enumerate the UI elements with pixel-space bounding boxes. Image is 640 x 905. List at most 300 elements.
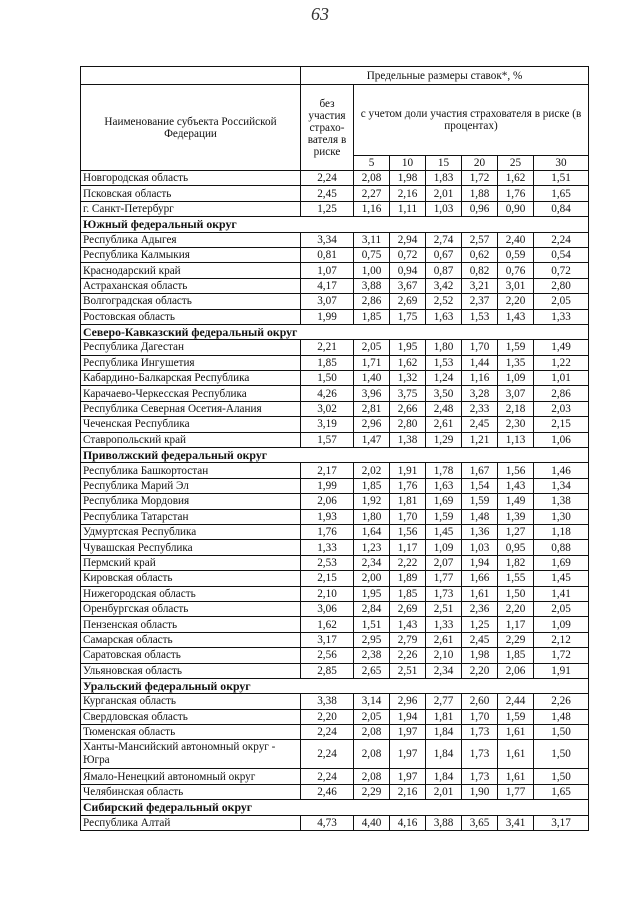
region-name: Республика Мордовия xyxy=(81,494,301,509)
header-blank xyxy=(81,67,301,85)
rate-with-participation: 2,80 xyxy=(534,278,589,293)
table-row xyxy=(81,586,589,601)
rate-with-participation: 0,96 xyxy=(462,201,498,216)
rate-with-participation: 1,33 xyxy=(426,617,462,632)
rate-with-participation: 0,72 xyxy=(390,247,426,262)
rate-with-participation: 1,00 xyxy=(354,263,390,278)
rate-with-participation: 3,01 xyxy=(498,278,534,293)
rate-with-participation: 2,74 xyxy=(426,232,462,247)
rate-no-participation: 3,07 xyxy=(301,294,354,309)
region-name: Республика Ингушетия xyxy=(81,355,301,370)
table-row xyxy=(81,648,589,663)
rate-with-participation: 1,83 xyxy=(426,171,462,186)
region-name: Республика Татарстан xyxy=(81,509,301,524)
region-name: Краснодарский край xyxy=(81,263,301,278)
table-row xyxy=(81,494,589,509)
rate-with-participation: 1,16 xyxy=(462,371,498,386)
rate-with-participation: 3,14 xyxy=(354,694,390,709)
rate-with-participation: 1,95 xyxy=(390,340,426,355)
rate-no-participation: 1,99 xyxy=(301,478,354,493)
region-name: Республика Северная Осетия-Алания xyxy=(81,401,301,416)
rate-with-participation: 1,98 xyxy=(462,648,498,663)
rate-with-participation: 1,53 xyxy=(462,309,498,324)
table-row xyxy=(81,784,589,799)
region-name: Ростовская область xyxy=(81,309,301,324)
district-row xyxy=(81,448,589,463)
rate-with-participation: 2,30 xyxy=(498,417,534,432)
rate-with-participation: 2,48 xyxy=(426,401,462,416)
region-name: Кабардино-Балкарская Республика xyxy=(81,371,301,386)
rate-with-participation: 1,48 xyxy=(462,509,498,524)
district-row xyxy=(81,678,589,693)
rate-with-participation: 1,81 xyxy=(426,709,462,724)
rate-with-participation: 2,00 xyxy=(354,571,390,586)
rate-no-participation: 1,99 xyxy=(301,309,354,324)
rate-no-participation: 2,06 xyxy=(301,494,354,509)
page-number: 63 xyxy=(311,4,329,24)
rate-with-participation: 1,85 xyxy=(354,478,390,493)
rate-with-participation: 1,35 xyxy=(498,355,534,370)
rate-with-participation: 1,59 xyxy=(462,494,498,509)
rate-with-participation: 1,45 xyxy=(426,524,462,539)
rate-with-participation: 2,96 xyxy=(390,694,426,709)
rate-with-participation: 2,61 xyxy=(426,632,462,647)
table-row xyxy=(81,278,589,293)
rate-with-participation: 1,18 xyxy=(534,524,589,539)
rate-no-participation: 2,24 xyxy=(301,769,354,784)
rate-with-participation: 0,76 xyxy=(498,263,534,278)
rate-no-participation: 1,93 xyxy=(301,509,354,524)
rate-with-participation: 1,76 xyxy=(498,186,534,201)
rate-with-participation: 3,11 xyxy=(354,232,390,247)
rate-with-participation: 2,24 xyxy=(534,232,589,247)
region-name: Республика Адыгея xyxy=(81,232,301,247)
rate-no-participation: 3,34 xyxy=(301,232,354,247)
rate-with-participation: 1,46 xyxy=(534,463,589,478)
region-name: Ульяновская область xyxy=(81,663,301,678)
rate-with-participation: 2,29 xyxy=(498,632,534,647)
rate-no-participation: 2,53 xyxy=(301,555,354,570)
rate-with-participation: 1,98 xyxy=(390,171,426,186)
table-body xyxy=(81,171,589,831)
rate-no-participation: 2,45 xyxy=(301,186,354,201)
table-row xyxy=(81,201,589,216)
rate-with-participation: 1,94 xyxy=(390,709,426,724)
rate-with-participation: 1,03 xyxy=(462,540,498,555)
rate-with-participation: 1,53 xyxy=(426,355,462,370)
rate-with-participation: 1,75 xyxy=(390,309,426,324)
rate-with-participation: 1,63 xyxy=(426,478,462,493)
rate-with-participation: 2,26 xyxy=(390,648,426,663)
rate-with-participation: 1,09 xyxy=(534,617,589,632)
no-participation-header: без участия страхо-вателя в риске xyxy=(301,85,354,171)
rate-with-participation: 1,43 xyxy=(390,617,426,632)
table-row xyxy=(81,386,589,401)
rate-with-participation: 1,67 xyxy=(462,463,498,478)
rate-with-participation: 3,42 xyxy=(426,278,462,293)
rate-with-participation: 1,40 xyxy=(354,371,390,386)
rate-with-participation: 1,56 xyxy=(390,524,426,539)
rate-no-participation: 3,19 xyxy=(301,417,354,432)
rate-with-participation: 1,61 xyxy=(498,740,534,769)
percent-header: 20 xyxy=(462,156,498,171)
rate-with-participation: 2,86 xyxy=(534,386,589,401)
rate-with-participation: 1,11 xyxy=(390,201,426,216)
rate-with-participation: 2,45 xyxy=(462,632,498,647)
rate-with-participation: 1,85 xyxy=(498,648,534,663)
region-name-header: Наименование субъекта Российской Федерации xyxy=(81,85,301,171)
rate-with-participation: 2,01 xyxy=(426,784,462,799)
rate-with-participation: 1,91 xyxy=(534,663,589,678)
rate-with-participation: 1,33 xyxy=(534,309,589,324)
rate-with-participation: 1,80 xyxy=(354,509,390,524)
rate-with-participation: 2,05 xyxy=(534,294,589,309)
rate-with-participation: 1,51 xyxy=(534,171,589,186)
rate-with-participation: 2,33 xyxy=(462,401,498,416)
rate-with-participation: 1,84 xyxy=(426,769,462,784)
rate-with-participation: 1,97 xyxy=(390,725,426,740)
rate-with-participation: 2,45 xyxy=(462,417,498,432)
rate-with-participation: 1,30 xyxy=(534,509,589,524)
rate-with-participation: 1,63 xyxy=(426,309,462,324)
rate-with-participation: 1,24 xyxy=(426,371,462,386)
rate-with-participation: 4,16 xyxy=(390,815,426,830)
rate-no-participation: 2,24 xyxy=(301,740,354,769)
region-name: Ямало-Ненецкий автономный округ xyxy=(81,769,301,784)
percent-header: 5 xyxy=(354,156,390,171)
rate-with-participation: 2,36 xyxy=(462,601,498,616)
table-row xyxy=(81,555,589,570)
table-row xyxy=(81,171,589,186)
table-row xyxy=(81,524,589,539)
rate-with-participation: 1,95 xyxy=(354,586,390,601)
rate-with-participation: 2,06 xyxy=(498,663,534,678)
district-row xyxy=(81,800,589,815)
rate-with-participation: 2,81 xyxy=(354,401,390,416)
district-row xyxy=(81,324,589,339)
rate-with-participation: 2,20 xyxy=(498,601,534,616)
region-name: Волгоградская область xyxy=(81,294,301,309)
table-row xyxy=(81,709,589,724)
rate-with-participation: 1,25 xyxy=(462,617,498,632)
rate-with-participation: 1,48 xyxy=(534,709,589,724)
percent-header: 15 xyxy=(426,156,462,171)
rate-no-participation: 4,17 xyxy=(301,278,354,293)
rate-with-participation: 0,59 xyxy=(498,247,534,262)
percent-header: 10 xyxy=(390,156,426,171)
rate-with-participation: 1,73 xyxy=(462,725,498,740)
table-row xyxy=(81,371,589,386)
region-name: Самарская область xyxy=(81,632,301,647)
rate-with-participation: 1,61 xyxy=(498,725,534,740)
table-header xyxy=(81,67,589,171)
rate-no-participation: 1,25 xyxy=(301,201,354,216)
rate-with-participation: 0,82 xyxy=(462,263,498,278)
rate-with-participation: 1,69 xyxy=(534,555,589,570)
rate-with-participation: 1,85 xyxy=(390,586,426,601)
rate-with-participation: 1,36 xyxy=(462,524,498,539)
rate-with-participation: 2,16 xyxy=(390,186,426,201)
rate-no-participation: 2,10 xyxy=(301,586,354,601)
rate-with-participation: 3,67 xyxy=(390,278,426,293)
rate-with-participation: 2,05 xyxy=(534,601,589,616)
table-row xyxy=(81,617,589,632)
rate-with-participation: 2,01 xyxy=(426,186,462,201)
region-name: Саратовская область xyxy=(81,648,301,663)
rate-no-participation: 2,24 xyxy=(301,725,354,740)
rate-with-participation: 1,85 xyxy=(354,309,390,324)
district-row xyxy=(81,217,589,232)
rate-with-participation: 0,62 xyxy=(462,247,498,262)
region-name: Карачаево-Черкесская Республика xyxy=(81,386,301,401)
rate-no-participation: 2,56 xyxy=(301,648,354,663)
rate-with-participation: 2,65 xyxy=(354,663,390,678)
region-name: Кировская область xyxy=(81,571,301,586)
rate-with-participation: 1,22 xyxy=(534,355,589,370)
region-name: Новгородская область xyxy=(81,171,301,186)
rate-with-participation: 1,09 xyxy=(498,371,534,386)
rate-with-participation: 3,65 xyxy=(462,815,498,830)
region-name: Псковская область xyxy=(81,186,301,201)
table-row xyxy=(81,340,589,355)
table-row xyxy=(81,355,589,370)
rate-with-participation: 1,65 xyxy=(534,784,589,799)
rate-with-participation: 2,10 xyxy=(426,648,462,663)
rate-with-participation: 1,44 xyxy=(462,355,498,370)
rate-with-participation: 1,09 xyxy=(426,540,462,555)
percent-header: 25 xyxy=(498,156,534,171)
participation-share-header: с учетом доли участия страхователя в риске (в процентах) xyxy=(354,85,589,156)
table-row xyxy=(81,294,589,309)
rate-with-participation: 1,59 xyxy=(498,709,534,724)
rate-with-participation: 1,01 xyxy=(534,371,589,386)
rate-with-participation: 2,15 xyxy=(534,417,589,432)
rate-with-participation: 2,44 xyxy=(498,694,534,709)
rate-no-participation: 1,62 xyxy=(301,617,354,632)
rate-with-participation: 1,70 xyxy=(390,509,426,524)
rate-with-participation: 2,38 xyxy=(354,648,390,663)
rate-with-participation: 2,22 xyxy=(390,555,426,570)
rate-with-participation: 1,73 xyxy=(462,769,498,784)
rate-with-participation: 3,88 xyxy=(426,815,462,830)
rate-with-participation: 2,08 xyxy=(354,725,390,740)
rate-with-participation: 1,72 xyxy=(462,171,498,186)
rate-with-participation: 3,17 xyxy=(534,815,589,830)
region-name: Свердловская область xyxy=(81,709,301,724)
rate-no-participation: 1,76 xyxy=(301,524,354,539)
rate-with-participation: 2,05 xyxy=(354,709,390,724)
table-row xyxy=(81,432,589,447)
rate-with-participation: 1,23 xyxy=(354,540,390,555)
rate-with-participation: 1,65 xyxy=(534,186,589,201)
rate-with-participation: 1,73 xyxy=(426,586,462,601)
rate-with-participation: 3,75 xyxy=(390,386,426,401)
rate-with-participation: 0,54 xyxy=(534,247,589,262)
rate-with-participation: 1,78 xyxy=(426,463,462,478)
rate-with-participation: 1,90 xyxy=(462,784,498,799)
rate-with-participation: 1,61 xyxy=(498,769,534,784)
rate-with-participation: 2,16 xyxy=(390,784,426,799)
rate-no-participation: 4,73 xyxy=(301,815,354,830)
rate-with-participation: 1,81 xyxy=(390,494,426,509)
region-name: Нижегородская область xyxy=(81,586,301,601)
table-row xyxy=(81,509,589,524)
rate-no-participation: 1,33 xyxy=(301,540,354,555)
rate-with-participation: 0,87 xyxy=(426,263,462,278)
rate-no-participation: 1,85 xyxy=(301,355,354,370)
rate-with-participation: 2,51 xyxy=(426,601,462,616)
rate-with-participation: 1,66 xyxy=(462,571,498,586)
region-name: Удмуртская Республика xyxy=(81,524,301,539)
rate-with-participation: 1,38 xyxy=(390,432,426,447)
rate-with-participation: 1,84 xyxy=(426,725,462,740)
region-name: Республика Калмыкия xyxy=(81,247,301,262)
rate-with-participation: 1,97 xyxy=(390,740,426,769)
rates-group-header: Предельные размеры ставок*, % xyxy=(301,67,589,85)
rate-no-participation: 1,57 xyxy=(301,432,354,447)
rate-with-participation: 1,50 xyxy=(534,725,589,740)
rate-with-participation: 2,61 xyxy=(426,417,462,432)
rate-with-participation: 1,43 xyxy=(498,478,534,493)
rate-with-participation: 1,54 xyxy=(462,478,498,493)
region-name: Тюменская область xyxy=(81,725,301,740)
rate-with-participation: 1,17 xyxy=(390,540,426,555)
rate-with-participation: 2,79 xyxy=(390,632,426,647)
rate-with-participation: 2,29 xyxy=(354,784,390,799)
rate-with-participation: 2,84 xyxy=(354,601,390,616)
rate-no-participation: 2,20 xyxy=(301,709,354,724)
rate-with-participation: 1,70 xyxy=(462,340,498,355)
rate-with-participation: 1,69 xyxy=(426,494,462,509)
rate-with-participation: 0,67 xyxy=(426,247,462,262)
region-name: Ставропольский край xyxy=(81,432,301,447)
rate-with-participation: 1,49 xyxy=(534,340,589,355)
region-name: Пермский край xyxy=(81,555,301,570)
rate-with-participation: 0,90 xyxy=(498,201,534,216)
region-name: Пензенская область xyxy=(81,617,301,632)
region-name: Астраханская область xyxy=(81,278,301,293)
rate-no-participation: 3,38 xyxy=(301,694,354,709)
rate-with-participation: 1,77 xyxy=(498,784,534,799)
rate-with-participation: 1,92 xyxy=(354,494,390,509)
table-row xyxy=(81,186,589,201)
rate-with-participation: 1,47 xyxy=(354,432,390,447)
rate-with-participation: 1,62 xyxy=(390,355,426,370)
rate-with-participation: 2,20 xyxy=(498,294,534,309)
rate-with-participation: 2,94 xyxy=(390,232,426,247)
rate-with-participation: 1,27 xyxy=(498,524,534,539)
rate-with-participation: 2,08 xyxy=(354,171,390,186)
rate-with-participation: 1,16 xyxy=(354,201,390,216)
rate-with-participation: 0,72 xyxy=(534,263,589,278)
table-row xyxy=(81,571,589,586)
rate-with-participation: 1,41 xyxy=(534,586,589,601)
rate-with-participation: 2,40 xyxy=(498,232,534,247)
rate-no-participation: 2,85 xyxy=(301,663,354,678)
rate-with-participation: 1,80 xyxy=(426,340,462,355)
region-name: Республика Алтай xyxy=(81,815,301,830)
table-row xyxy=(81,694,589,709)
table-row xyxy=(81,601,589,616)
region-name: г. Санкт-Петербург xyxy=(81,201,301,216)
district-name: Южный федеральный округ xyxy=(81,217,589,232)
rate-with-participation: 3,07 xyxy=(498,386,534,401)
rate-with-participation: 1,55 xyxy=(498,571,534,586)
rate-with-participation: 1,13 xyxy=(498,432,534,447)
rate-with-participation: 2,51 xyxy=(390,663,426,678)
rate-with-participation: 2,05 xyxy=(354,340,390,355)
rate-with-participation: 2,86 xyxy=(354,294,390,309)
rate-with-participation: 1,62 xyxy=(498,171,534,186)
rate-with-participation: 2,18 xyxy=(498,401,534,416)
rate-with-participation: 1,94 xyxy=(462,555,498,570)
table-row xyxy=(81,815,589,830)
region-name: Республика Марий Эл xyxy=(81,478,301,493)
rate-with-participation: 0,95 xyxy=(498,540,534,555)
rate-no-participation: 2,46 xyxy=(301,784,354,799)
region-name: Курганская область xyxy=(81,694,301,709)
rate-with-participation: 2,69 xyxy=(390,294,426,309)
rate-no-participation: 3,02 xyxy=(301,401,354,416)
rate-with-participation: 2,69 xyxy=(390,601,426,616)
rate-with-participation: 1,43 xyxy=(498,309,534,324)
rate-no-participation: 1,50 xyxy=(301,371,354,386)
rate-with-participation: 1,64 xyxy=(354,524,390,539)
district-name: Уральский федеральный округ xyxy=(81,678,589,693)
rate-with-participation: 1,32 xyxy=(390,371,426,386)
rate-with-participation: 2,95 xyxy=(354,632,390,647)
table-row xyxy=(81,663,589,678)
rate-with-participation: 1,89 xyxy=(390,571,426,586)
rate-with-participation: 2,57 xyxy=(462,232,498,247)
rate-with-participation: 3,21 xyxy=(462,278,498,293)
table-row xyxy=(81,401,589,416)
rate-with-participation: 1,29 xyxy=(426,432,462,447)
rate-no-participation: 2,17 xyxy=(301,463,354,478)
table-row xyxy=(81,769,589,784)
rate-with-participation: 1,73 xyxy=(462,740,498,769)
rate-with-participation: 1,50 xyxy=(534,769,589,784)
rate-with-participation: 1,82 xyxy=(498,555,534,570)
percent-header: 30 xyxy=(534,156,589,171)
rate-with-participation: 0,84 xyxy=(534,201,589,216)
rate-with-participation: 2,26 xyxy=(534,694,589,709)
rate-with-participation: 1,76 xyxy=(390,478,426,493)
rate-with-participation: 2,02 xyxy=(354,463,390,478)
region-name: Оренбургская область xyxy=(81,601,301,616)
rate-with-participation: 1,51 xyxy=(354,617,390,632)
district-name: Сибирский федеральный округ xyxy=(81,800,589,815)
district-name: Северо-Кавказский федеральный округ xyxy=(81,324,589,339)
rate-with-participation: 1,21 xyxy=(462,432,498,447)
rate-with-participation: 2,20 xyxy=(462,663,498,678)
rate-with-participation: 2,27 xyxy=(354,186,390,201)
rate-no-participation: 2,15 xyxy=(301,571,354,586)
rate-with-participation: 1,50 xyxy=(534,740,589,769)
rate-with-participation: 1,77 xyxy=(426,571,462,586)
rate-with-participation: 1,38 xyxy=(534,494,589,509)
region-name: Республика Дагестан xyxy=(81,340,301,355)
rate-with-participation: 2,37 xyxy=(462,294,498,309)
rate-with-participation: 1,84 xyxy=(426,740,462,769)
rate-with-participation: 2,96 xyxy=(354,417,390,432)
table-row xyxy=(81,247,589,262)
table-row xyxy=(81,309,589,324)
rate-with-participation: 1,70 xyxy=(462,709,498,724)
rate-with-participation: 2,80 xyxy=(390,417,426,432)
rate-with-participation: 2,34 xyxy=(426,663,462,678)
table-row xyxy=(81,740,589,769)
